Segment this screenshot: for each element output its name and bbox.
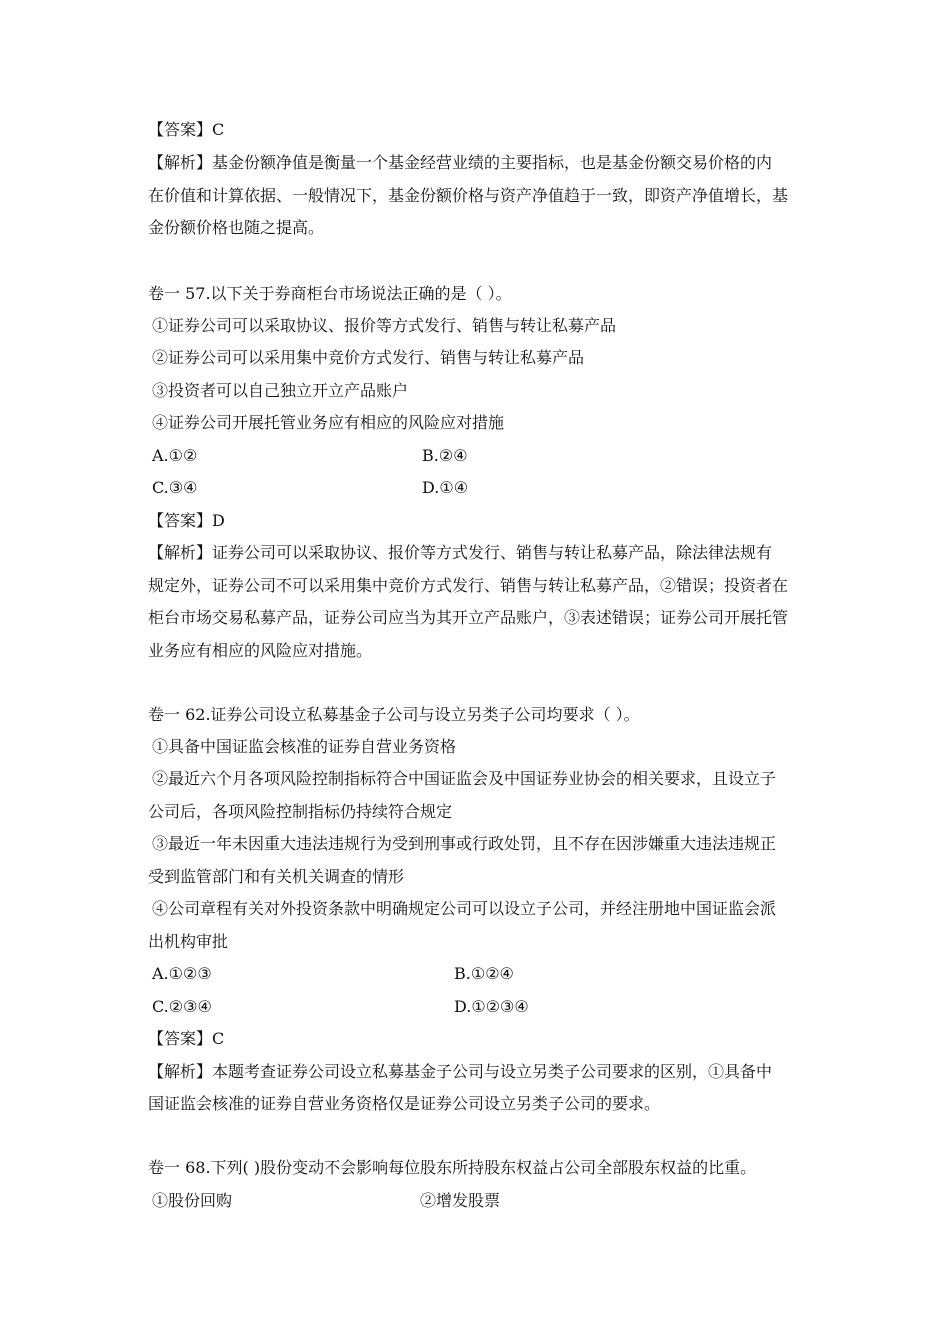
answer-line: 【答案】C xyxy=(148,1029,225,1048)
explanation-line: 金份额价格也随之提高。 xyxy=(148,218,325,237)
question-68-title: 卷一 68.下列( )股份变动不会影响每位股东所持股东权益占公司全部股东权益的比重。 xyxy=(148,1158,757,1177)
explanation-line: 柜台市场交易私募产品，证券公司应当为其开立产品账户，③表述错误；证券公司开展托管 xyxy=(148,608,789,627)
statement-line: 公司后，各项风险控制指标仍持续符合规定 xyxy=(148,802,453,821)
statement-line: ②最近六个月各项风险控制指标符合中国证监会及中国证券业协会的相关要求，且设立子 xyxy=(152,769,777,788)
statement-line: ③最近一年未因重大违法违规行为受到刑事或行政处罚，且不存在因涉嫌重大违法违规正 xyxy=(152,834,777,853)
statement-line: ④证券公司开展托管业务应有相应的风险应对措施 xyxy=(152,413,505,432)
answer-line: 【答案】D xyxy=(148,511,225,530)
option-d: D.①④ xyxy=(422,478,469,497)
statement-line: 出机构审批 xyxy=(148,932,229,951)
statement-line: 受到监管部门和有关机关调查的情形 xyxy=(148,867,405,886)
explanation-line: 【解析】证券公司可以采取协议、报价等方式发行、销售与转让私募产品，除法律法规有 xyxy=(148,543,773,562)
statement-line: ③投资者可以自己独立开立产品账户 xyxy=(152,381,409,400)
option-b: B.①②④ xyxy=(454,964,514,983)
statement-line: ②证券公司可以采用集中竞价方式发行、销售与转让私募产品 xyxy=(152,348,585,367)
option-a: A.①②③ xyxy=(152,964,212,983)
question-62-title: 卷一 62.证券公司设立私募基金子公司与设立另类子公司均要求（ ）。 xyxy=(148,705,640,724)
statement-line: ④公司章程有关对外投资条款中明确规定公司可以设立子公司，并经注册地中国证监会派 xyxy=(152,899,777,918)
statement-line: ①证券公司可以采取协议、报价等方式发行、销售与转让私募产品 xyxy=(152,316,617,335)
explanation-line: 国证监会核准的证券自营业务资格仅是证券公司设立另类子公司的要求。 xyxy=(148,1094,661,1113)
question-57-title: 卷一 57.以下关于券商柜台市场说法正确的是（ ）。 xyxy=(148,284,512,303)
option-1: ①股份回购 xyxy=(152,1191,233,1210)
option-c: C.③④ xyxy=(152,478,198,497)
option-c: C.②③④ xyxy=(152,997,212,1016)
answer-line: 【答案】C xyxy=(148,120,225,139)
option-d: D.①②③④ xyxy=(454,997,529,1016)
option-b: B.②④ xyxy=(422,446,468,465)
explanation-line: 规定外，证券公司不可以采用集中竞价方式发行、销售与转让私募产品，②错误；投资者在 xyxy=(148,576,789,595)
option-2: ②增发股票 xyxy=(420,1191,501,1210)
option-a: A.①② xyxy=(152,446,198,465)
statement-line: ①具备中国证监会核准的证券自营业务资格 xyxy=(152,737,457,756)
explanation-line: 【解析】本题考查证券公司设立私募基金子公司与设立另类子公司要求的区别，①具备中 xyxy=(148,1062,773,1081)
explanation-line: 在价值和计算依据、一般情况下，基金份额价格与资产净值趋于一致，即资产净值增长，基 xyxy=(148,186,789,205)
explanation-line: 【解析】基金份额净值是衡量一个基金经营业绩的主要指标，也是基金份额交易价格的内 xyxy=(148,153,773,172)
explanation-line: 业务应有相应的风险应对措施。 xyxy=(148,641,373,660)
